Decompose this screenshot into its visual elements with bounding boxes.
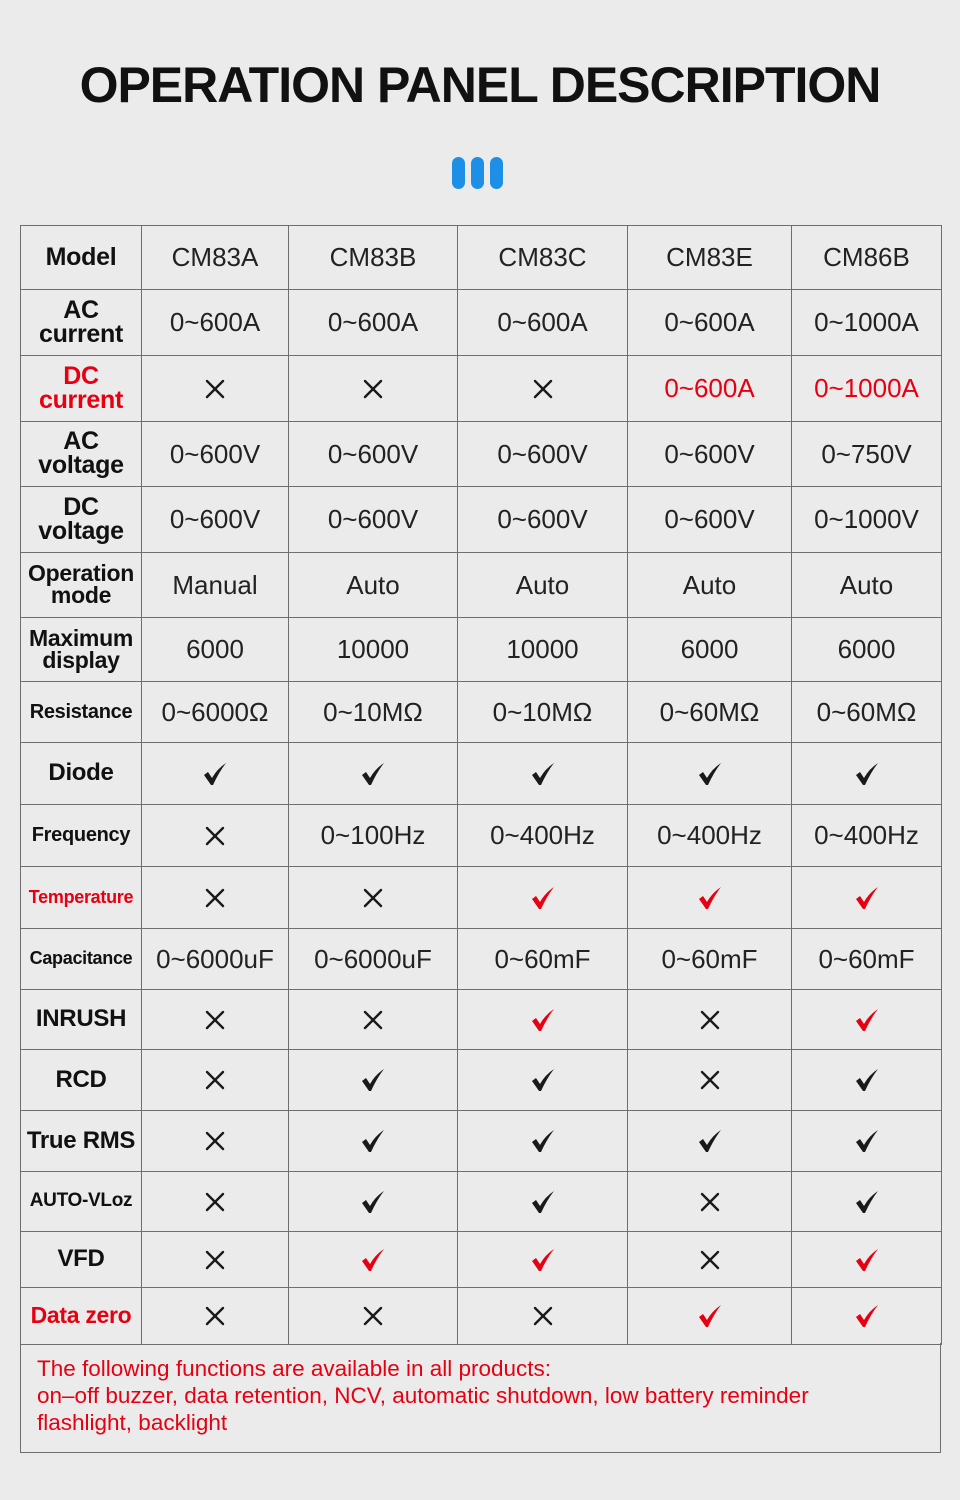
row-label-line: Resistance (29, 700, 133, 723)
spec-value: 0~600V (142, 422, 289, 487)
check-icon (854, 1067, 880, 1093)
check-icon (530, 761, 556, 787)
check-icon (458, 743, 628, 805)
spec-value: 0~6000uF (289, 929, 458, 990)
check-icon (530, 1067, 556, 1093)
row-label-line: Maximum (29, 624, 133, 651)
spec-value: 0~600V (289, 487, 458, 553)
row-label-line: mode (50, 582, 112, 608)
check-icon (289, 1050, 458, 1111)
bar-2 (471, 157, 484, 189)
check-icon (530, 1128, 556, 1154)
check-icon (142, 743, 289, 805)
spec-value: 10000 (458, 618, 628, 682)
row-label (21, 422, 142, 487)
check-icon (530, 1247, 556, 1273)
cross-icon (142, 1288, 289, 1345)
spec-value: 0~400Hz (792, 805, 942, 867)
row-label-line: AC (63, 295, 99, 324)
spec-value: 0~400Hz (628, 805, 792, 867)
spec-value: 0~600V (289, 422, 458, 487)
check-icon (360, 1128, 386, 1154)
cross-icon (142, 1111, 289, 1172)
check-icon (360, 761, 386, 787)
check-icon (360, 1189, 386, 1215)
check-icon (792, 1050, 942, 1111)
cross-icon (458, 356, 628, 422)
model-name: CM83B (289, 226, 458, 290)
check-icon (360, 1247, 386, 1273)
spec-table (20, 225, 942, 1345)
check-icon (628, 1288, 792, 1345)
cross-icon (533, 379, 553, 399)
spec-value: 0~1000A (792, 356, 942, 422)
cross-icon (700, 1010, 720, 1030)
row-label-line: DC (63, 492, 99, 521)
cross-icon (458, 1288, 628, 1345)
spec-value: 0~600V (458, 422, 628, 487)
cross-icon (205, 826, 225, 846)
check-icon (854, 1247, 880, 1273)
table-row (21, 805, 942, 867)
check-icon (854, 1007, 880, 1033)
spec-value: Auto (792, 553, 942, 618)
cross-icon (205, 1250, 225, 1270)
cross-icon (142, 1232, 289, 1288)
row-label (21, 553, 142, 618)
table-row (21, 743, 942, 805)
table-row (21, 867, 942, 929)
spec-value: 6000 (628, 618, 792, 682)
check-icon (530, 885, 556, 911)
cross-icon (628, 1232, 792, 1288)
table-row (21, 1050, 942, 1111)
bar-1 (452, 157, 465, 189)
check-icon (458, 867, 628, 929)
spec-value: 0~600A (289, 290, 458, 356)
row-label-line: display (42, 646, 120, 673)
row-label-line: current (38, 319, 124, 348)
check-icon (458, 1050, 628, 1111)
spec-value: 0~600V (142, 487, 289, 553)
spec-value: 0~600V (628, 487, 792, 553)
cross-icon (205, 888, 225, 908)
row-label-line: Capacitance (29, 948, 133, 969)
spec-value: 0~600A (142, 290, 289, 356)
footer-line: The following functions are available in all products: (37, 1356, 552, 1381)
check-icon (628, 1111, 792, 1172)
cross-icon (700, 1070, 720, 1090)
check-icon (458, 990, 628, 1050)
cross-icon (142, 990, 289, 1050)
check-icon (854, 1189, 880, 1215)
cross-icon (205, 1131, 225, 1151)
table-row (21, 1111, 942, 1172)
spec-value: Manual (142, 553, 289, 618)
check-icon (792, 1232, 942, 1288)
page-title: OPERATION PANEL DESCRIPTION (79, 57, 881, 113)
decorative-bars-icon (452, 157, 504, 189)
row-label (21, 487, 142, 553)
spec-value: 0~10MΩ (289, 682, 458, 743)
spec-value: 0~600V (628, 422, 792, 487)
cross-icon (205, 1070, 225, 1090)
check-icon (530, 1189, 556, 1215)
check-icon (697, 761, 723, 787)
check-icon (697, 885, 723, 911)
check-icon (792, 1172, 942, 1232)
spec-value: 0~100Hz (289, 805, 458, 867)
cross-icon (289, 1288, 458, 1345)
check-icon (202, 761, 228, 787)
check-icon (792, 1111, 942, 1172)
cross-icon (289, 990, 458, 1050)
cross-icon (205, 1306, 225, 1326)
row-label (21, 805, 142, 867)
spec-value: 0~6000uF (142, 929, 289, 990)
cross-icon (142, 867, 289, 929)
check-icon (854, 761, 880, 787)
spec-value: Auto (458, 553, 628, 618)
spec-value: 0~6000Ω (142, 682, 289, 743)
spec-value: Auto (289, 553, 458, 618)
spec-value: 0~600A (628, 290, 792, 356)
model-name: CM83A (142, 226, 289, 290)
row-label (21, 867, 142, 929)
cross-icon (628, 1172, 792, 1232)
row-label-line: VFD (57, 1245, 105, 1273)
row-label (21, 1111, 142, 1172)
spec-value: 0~60mF (458, 929, 628, 990)
cross-icon (205, 1192, 225, 1212)
spec-value: 0~1000V (792, 487, 942, 553)
spec-value: 6000 (142, 618, 289, 682)
check-icon (854, 1128, 880, 1154)
spec-value: 0~600A (628, 356, 792, 422)
cross-icon (142, 1050, 289, 1111)
model-name: CM83E (628, 226, 792, 290)
check-icon (289, 1172, 458, 1232)
check-icon (530, 1007, 556, 1033)
row-label-line: RCD (55, 1065, 107, 1093)
row-label-line: DC (63, 361, 99, 390)
row-label (21, 1050, 142, 1111)
row-label-line: AC (63, 427, 99, 456)
check-icon (697, 1128, 723, 1154)
spec-value: 0~60mF (628, 929, 792, 990)
cross-icon (142, 1172, 289, 1232)
footer-line: on–off buzzer, data retention, NCV, automatic shutdown, low battery reminder (37, 1383, 809, 1408)
footer-note (20, 1343, 941, 1453)
check-icon (289, 1111, 458, 1172)
check-icon (697, 1303, 723, 1329)
model-name: CM86B (792, 226, 942, 290)
spec-value: Auto (628, 553, 792, 618)
table-row (21, 422, 942, 487)
table-row (21, 1172, 942, 1232)
cross-icon (205, 1010, 225, 1030)
bar-3 (490, 157, 503, 189)
row-label (21, 356, 142, 422)
check-icon (458, 1232, 628, 1288)
row-label-line: voltage (38, 451, 124, 479)
spec-value: 6000 (792, 618, 942, 682)
row-label (21, 682, 142, 743)
spec-value: 10000 (289, 618, 458, 682)
row-label-line: Frequency (31, 824, 131, 846)
row-label-line: True RMS (26, 1126, 136, 1154)
row-label (21, 618, 142, 682)
cross-icon (628, 1050, 792, 1111)
row-label (21, 990, 142, 1050)
spec-value: 0~750V (792, 422, 942, 487)
footer-line: flashlight, backlight (37, 1410, 228, 1435)
row-label-line: voltage (38, 516, 124, 545)
spec-value: 0~10MΩ (458, 682, 628, 743)
spec-value: 0~400Hz (458, 805, 628, 867)
check-icon (360, 1067, 386, 1093)
check-icon (289, 1232, 458, 1288)
cross-icon (289, 867, 458, 929)
cross-icon (628, 990, 792, 1050)
table-row (21, 487, 942, 553)
header-model-label: Model (21, 226, 142, 290)
check-icon (458, 1172, 628, 1232)
check-icon (854, 885, 880, 911)
table-row (21, 1288, 942, 1345)
spec-value: 0~600V (458, 487, 628, 553)
check-icon (458, 1111, 628, 1172)
table-row (21, 356, 942, 422)
table-row (21, 990, 942, 1050)
cross-icon (363, 1010, 383, 1030)
cross-icon (363, 379, 383, 399)
cross-icon (142, 805, 289, 867)
check-icon (628, 743, 792, 805)
check-icon (792, 867, 942, 929)
spec-value: 0~60MΩ (792, 682, 942, 743)
row-label-line: AUTO-VLoz (29, 1190, 133, 1212)
row-label-line: current (38, 385, 124, 414)
table-row (21, 1232, 942, 1288)
check-icon (792, 743, 942, 805)
table-row (21, 682, 942, 743)
cross-icon (700, 1250, 720, 1270)
row-label (21, 290, 142, 356)
row-label-line: Temperature (28, 886, 134, 907)
model-name: CM83C (458, 226, 628, 290)
cross-icon (363, 1306, 383, 1326)
cross-icon (533, 1306, 553, 1326)
cross-icon (142, 356, 289, 422)
check-icon (628, 867, 792, 929)
spec-value: 0~1000A (792, 290, 942, 356)
check-icon (792, 990, 942, 1050)
spec-value: 0~600A (458, 290, 628, 356)
row-label-line: INRUSH (35, 1005, 127, 1033)
spec-value: 0~60MΩ (628, 682, 792, 743)
row-label (21, 929, 142, 990)
check-icon (792, 1288, 942, 1345)
table-row (21, 290, 942, 356)
row-label-line: Operation (28, 560, 134, 587)
row-label-line: Data zero (30, 1302, 132, 1329)
spec-value: 0~60mF (792, 929, 942, 990)
cross-icon (205, 379, 225, 399)
table-row (21, 929, 942, 990)
header-row (21, 226, 942, 290)
row-label (21, 1172, 142, 1232)
row-label (21, 1288, 142, 1345)
row-label (21, 743, 142, 805)
check-icon (854, 1303, 880, 1329)
cross-icon (363, 888, 383, 908)
table-row (21, 618, 942, 682)
row-label (21, 1232, 142, 1288)
table-row (21, 553, 942, 618)
cross-icon (289, 356, 458, 422)
check-icon (289, 743, 458, 805)
row-label-line: Diode (48, 759, 114, 787)
cross-icon (700, 1192, 720, 1212)
